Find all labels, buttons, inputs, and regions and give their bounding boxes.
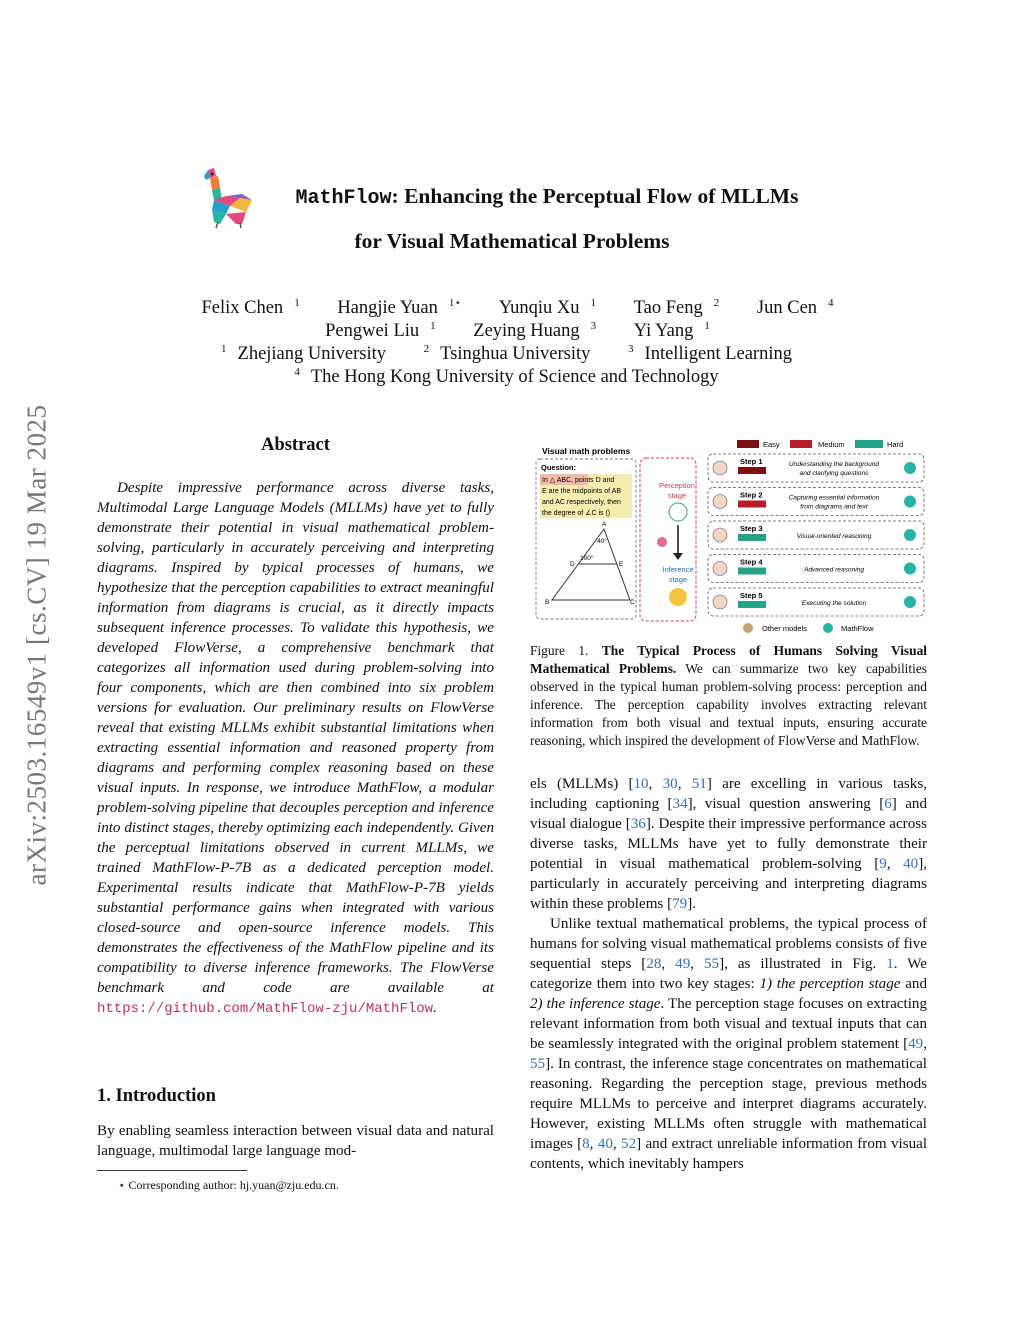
question-label: Question: — [541, 463, 576, 472]
right-column-body — [530, 774, 927, 1174]
mathflow-icon — [904, 563, 916, 575]
text-run: ], particularly in accurately perceiving and interpreting diagrams within these problems [ — [530, 856, 928, 912]
perception-label: stage — [667, 491, 687, 500]
paper-title — [100, 184, 924, 210]
caption-text: We can summarize two key capabilities observed in the typical human problem-solving process: perception and inference. The perception capability involves extracting relevant information from both visual and textual inputs, ensuring accurate reasoning, which inspired the development of FlowVerse and MathFlow. — [530, 661, 927, 748]
text-run: Unlike textual mathematical problems, the typical process of humans for solving visual mathematical problems consists of five sequential steps [ — [530, 916, 927, 972]
text-run: ], visual question answering [ — [687, 796, 885, 812]
author: Pengwei Liu $^1$ — [325, 320, 436, 342]
text-run: , — [661, 956, 676, 972]
mathflow-icon — [904, 462, 916, 474]
author: Jun Cen $^4$ — [756, 297, 834, 319]
angle-a-label: 40° — [597, 538, 607, 545]
section-heading-introduction: 1. Introduction — [97, 1086, 216, 1106]
difficulty-bar — [738, 534, 766, 541]
brain-icon — [669, 588, 687, 606]
citation-link[interactable]: 55 — [530, 1056, 546, 1072]
citation-link[interactable]: 55 — [703, 956, 720, 972]
step-label: Step 1 — [740, 457, 763, 466]
vertex-label: C — [630, 599, 635, 606]
caption-bold: The Typical Process of Humans Solving Visual Mathematical Problems. — [530, 643, 927, 676]
caption-label: Figure 1. — [530, 643, 589, 658]
arrow-head-icon — [673, 553, 683, 560]
affiliations-row-1 — [100, 343, 924, 365]
text-run: ] and extract unreliable information from visual contents, which inevitably hampers — [530, 1136, 928, 1172]
vertex-label: A — [602, 521, 607, 528]
step-text: from diagrams and text — [800, 503, 868, 511]
citation-link[interactable]: 8 — [582, 1136, 590, 1152]
question-line: E are the midpoints of AB — [542, 488, 621, 495]
citation-link[interactable]: 49 — [675, 956, 691, 972]
author: Yunqiu Xu $^1$ — [498, 297, 597, 319]
citation-link[interactable]: 6 — [884, 796, 892, 812]
step-text: Understanding the background — [788, 461, 880, 468]
text-run: els (MLLMs) [ — [530, 776, 634, 792]
difficulty-bar — [738, 568, 766, 575]
text-run: ]. Despite their impressive performance across diverse tasks, MLLMs have yet to fully demonstrate their potential in visual mathematical problem-solving [ — [530, 816, 927, 872]
step-text: Capturing essential information — [788, 494, 880, 502]
angle-d-label: 100° — [580, 555, 594, 562]
author: Hangjie Yuan $^{1⋆}$ — [337, 297, 462, 319]
abstract-heading: Abstract — [261, 435, 330, 455]
figure-1 — [532, 430, 928, 636]
paragraph — [530, 774, 927, 914]
easy-swatch — [737, 440, 759, 448]
arxiv-id: arXiv:2503.16549v1 [cs.CV] 19 Mar 2025 — [21, 404, 52, 886]
legend-medium: Medium — [818, 440, 845, 449]
text-run: , — [886, 856, 904, 872]
text-run: , — [677, 776, 692, 792]
text-run: ]. In contrast, the inference stage concentrates on mathematical reasoning. Regarding the perception stage, previous methods require MLLMs to perceive and interpret diagrams accurately. However, existing MLLMs often struggle with mathematical images [ — [530, 1056, 927, 1152]
text-run: . We categorize them into two key stages: — [530, 956, 927, 992]
title-mono: MathFlow — [295, 187, 392, 210]
vertex-label: B — [545, 599, 550, 606]
person-icon — [713, 461, 727, 475]
text-run: and — [900, 976, 927, 992]
text-run: , — [589, 1136, 598, 1152]
authors-row-2 — [100, 320, 924, 342]
paragraph — [530, 914, 927, 1174]
person-icon — [713, 495, 727, 509]
step-text: Executing the solution — [801, 600, 867, 607]
citation-link[interactable]: 28 — [646, 956, 662, 972]
magnifier-icon — [669, 503, 687, 521]
legend-mathflow: MathFlow — [841, 624, 874, 633]
abstract-text: Despite impressive performance across diverse tasks, Multimodal Large Language Models (MLLMs) have yet to fully demonstrate their potential in visual mathematical problem-solving, particularly in accurately perceiving and interpreting diagrams. Inspired by typical processes of humans, we hypothesize that the perception capabilities to extract meaningful information from diagrams is crucial, as it directly impacts subsequent inference processes. To validate this hypothesis, we developed FlowVerse, a comprehensive benchmark that categorizes all information used during problem-solving into four components, which are then combined into six problem versions for evaluation. Our preliminary results on FlowVerse reveal that existing MLLMs exhibit substantial limitations when extracting essential information and reasoned property from diagrams and performing complex reasoning based on these visual inputs. In response, we introduce MathFlow, a modular problem-solving pipeline that decouples perception and inference into distinct stages, thereby optimizing each independently. Given the perceptual limitations observed in current MLLMs, we trained MathFlow-P-7B as a dedicated perception model. Experimental results indicate that MathFlow-P-7B yields substantial performance gains when integrated with various closed-source and open-source inference models. This demonstrates the effectiveness of the MathFlow pipeline and its compatibility to diverse inference frameworks. The FlowVerse benchmark and code are available at — [97, 480, 494, 996]
difficulty-legend — [737, 440, 903, 449]
step-text: and clarifying questions — [799, 470, 869, 477]
medium-swatch — [790, 440, 812, 448]
question-line: In △ ABC, points D and — [542, 477, 615, 484]
abstract-body: Despite impressive performance across diverse tasks, Multimodal Large Language Models (MLLMs) have yet to fully demonstrate their potential in visual mathematical problem-solving, particularly in accurately perceiving and interpreting diagrams. Inspired by typical processes of humans, we hypothesize that the perception capabilities to extract meaningful information from diagrams is crucial, as it directly impacts subsequent inference processes. To validate this hypothesis, we developed FlowVerse, a comprehensive benchmark that categorizes all information used during problem-solving into four components, which are then combined into six problem versions for evaluation. Our preliminary results on FlowVerse reveal that existing MLLMs exhibit substantial limitations when extracting essential information and reasoned property from diagrams and performing complex reasoning based on these visual inputs. In response, we introduce MathFlow, a modular problem-solving pipeline that decouples perception and inference into distinct stages, thereby optimizing each independently. Given the perceptual limitations observed in current MLLMs, we trained MathFlow-P-7B as a dedicated perception model. Experimental results indicate that MathFlow-P-7B yields substantial performance gains when integrated with various closed-source and open-source inference models. This demonstrates the effectiveness of the MathFlow pipeline and its compatibility to diverse inference frameworks. The FlowVerse benchmark and code are available at https://github.com/MathFlow-zju/MathFlow. — [97, 480, 494, 1017]
step-label: Step 5 — [740, 591, 763, 600]
eye-icon — [657, 537, 667, 547]
hard-swatch — [855, 440, 883, 448]
citation-link[interactable]: 36 — [630, 816, 646, 832]
figure-caption — [530, 642, 927, 750]
step-label: Step 3 — [740, 524, 763, 533]
text-run: ], as illustrated in Fig. — [719, 956, 887, 972]
text-run: ] are excelling in various tasks, including captioning [ — [530, 776, 927, 812]
text-run: ]. — [687, 896, 697, 912]
affiliation: $^1$ Zhejiang University — [221, 343, 386, 365]
title-rest: : Enhancing the Perceptual Flow of MLLMs — [391, 184, 799, 208]
text-run: , — [612, 1136, 622, 1152]
legend-easy: Easy — [763, 440, 780, 449]
step-label: Step 2 — [740, 490, 763, 500]
inference-label: stage — [668, 575, 688, 584]
person-icon — [713, 528, 727, 542]
mathflow-icon — [904, 596, 916, 608]
step-label: Step 4 — [740, 557, 763, 567]
emphasis: 1) the perception stage — [759, 976, 901, 992]
affiliations-row-2 — [100, 366, 924, 388]
legend-hard: Hard — [887, 440, 904, 449]
vertex-label: D — [570, 561, 575, 568]
step-text: Advanced reasoning — [803, 566, 865, 574]
perception-label: Perception — [659, 481, 695, 490]
authors-row-1 — [100, 296, 924, 319]
citation-link[interactable]: 9 — [879, 856, 887, 872]
citation-link[interactable]: 10 — [633, 776, 649, 792]
difficulty-bar — [738, 601, 766, 608]
intro-text: By enabling seamless interaction between visual data and natural language, multimodal large language mod- — [97, 1123, 494, 1159]
difficulty-bar — [738, 467, 766, 474]
citation-link[interactable]: 49 — [908, 1036, 924, 1052]
panel-title: Visual math problems — [542, 446, 631, 456]
author: Felix Chen $^1$ — [201, 297, 300, 319]
author: Zeying Huang $^3$ — [473, 320, 597, 342]
emphasis: 2) the inference stage — [530, 996, 661, 1012]
affiliation: $^2$ Tsinghua University — [423, 343, 591, 365]
citation-link[interactable]: 30 — [662, 776, 678, 792]
affiliation: $^4$ The Hong Kong University of Science and Technology — [294, 366, 719, 388]
person-icon — [713, 595, 727, 609]
citation-link[interactable]: 1 — [886, 956, 894, 972]
question-line: the degree of ∠C is () — [542, 510, 611, 517]
step-text: Visual-oriented reasoning — [796, 533, 872, 540]
footnote-rule — [97, 1170, 247, 1171]
github-link[interactable]: https://github.com/MathFlow-zju/MathFlow — [97, 1001, 434, 1017]
vertex-label: E — [619, 561, 624, 568]
citation-link[interactable]: 79 — [672, 896, 688, 912]
paper-title-line2: for Visual Mathematical Problems — [354, 229, 670, 253]
arxiv-sidebar — [14, 345, 60, 945]
author: Tao Feng $^2$ — [633, 297, 720, 319]
text-run: , — [923, 1036, 927, 1052]
text-run: , — [648, 776, 663, 792]
citation-link[interactable]: 40 — [597, 1136, 613, 1152]
citation-link[interactable]: 51 — [691, 776, 707, 792]
mathflow-icon — [823, 623, 833, 633]
text-run: , — [690, 956, 704, 972]
other-models-icon — [743, 623, 753, 633]
citation-link[interactable]: 40 — [903, 856, 919, 872]
question-line: and AC respectively, then — [542, 499, 621, 506]
footnote: ⋆ Corresponding author: hj.yuan@zju.edu.cn. — [118, 1178, 339, 1192]
steps-list — [708, 454, 924, 616]
citation-link[interactable]: 52 — [621, 1136, 637, 1152]
citation-link[interactable]: 34 — [672, 796, 688, 812]
legend-other-models: Other models — [762, 624, 808, 633]
text-run: . The perception stage focuses on extracting relevant information from both visual and textual inputs that can be seamlessly integrated with the original problem statement [ — [530, 996, 927, 1052]
inference-label: Inference — [662, 565, 694, 574]
text-run: ] and visual dialogue [ — [530, 796, 928, 832]
mathflow-icon — [904, 496, 916, 508]
difficulty-bar — [738, 501, 766, 508]
author: Yi Yang $^1$ — [633, 320, 710, 342]
mathflow-icon — [904, 529, 916, 541]
affiliation: $^3$ Intelligent Learning — [628, 343, 792, 365]
person-icon — [713, 562, 727, 576]
